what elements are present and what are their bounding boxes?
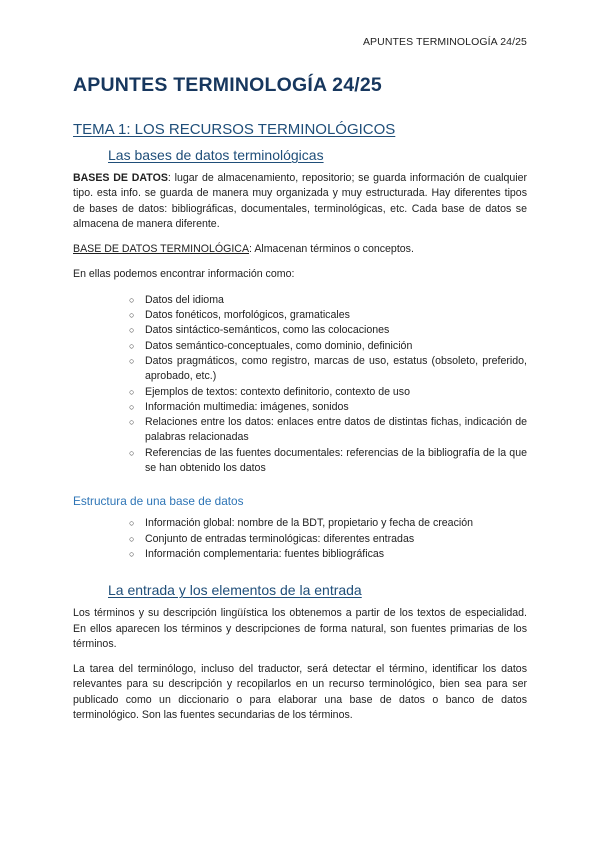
list-item: ○ Conjunto de entradas terminológicas: diferentes entradas [145,532,527,547]
document-title: APUNTES TERMINOLOGÍA 24/25 [73,74,382,96]
bold-term: BASES DE DATOS [73,172,168,184]
bullet-circle-icon: ○ [129,447,135,458]
paragraph-text: : lugar de almacenamiento, repositorio; se guarda información de cualquier tipo. esta info. se guarda de manera muy organizada y muy estructurada. Hay diferentes tipos de bases de datos: bibliográficas, documentales, terminológicas, etc. Cada base de datos se almacena de manera diferente. [73,172,528,230]
list-item: ○ Referencias de las fuentes documentales: referencias de la bibliografía de la que se han obtenido los datos [129,446,527,475]
bullet-circle-icon: ○ [129,401,135,412]
tema-heading: TEMA 1: LOS RECURSOS TERMINOLÓGICOS [73,121,396,138]
list-item: ○ Información global: nombre de la BDT, propietario y fecha de creación [145,516,527,531]
running-header: APUNTES TERMINOLOGÍA 24/25 [362,36,527,48]
paragraph-text: : Almacenan términos o conceptos. [249,243,414,256]
list-item: ○ Información multimedia: imágenes, sonidos [145,400,527,415]
bullet-circle-icon: ○ [129,325,135,336]
bullet-circle-icon: ○ [129,533,135,544]
structure-list [73,516,527,562]
list-item: ○ Datos sintáctico-semánticos, como las colocaciones [145,323,527,338]
bullet-circle-icon: ○ [129,310,135,321]
paragraph-tarea-terminologo: La tarea del terminólogo, incluso del traductor, será detectar el término, identificar los datos relevantes para su descripción y recopilarlos en un recurso terminológico, bien sea para ser publicado como un diccionario o para elaborar una base de datos o banco de datos terminológico. Son las fuentes secundarias de los términos. [73,663,527,722]
paragraph-bdt-definition [73,242,527,257]
list-item: ○ Datos fonéticos, morfológicos, gramaticales [145,308,527,323]
bullet-circle-icon: ○ [129,386,135,397]
section-heading-bases-de-datos: Las bases de datos terminológicas [108,147,324,163]
bullet-circle-icon: ○ [129,548,135,559]
page-content [73,74,527,723]
paragraph-bases-de-datos [73,171,527,232]
structure-heading: Estructura de una base de datos [73,494,244,509]
bullet-circle-icon: ○ [129,518,135,529]
bullet-circle-icon: ○ [129,417,135,428]
paragraph-terminos: Los términos y su descripción lingüística los obtenemos a partir de los textos de especialidad. En ellos aparecen los términos y descripciones de forma natural, son fuentes primarias de los términos. [73,607,527,650]
list-item: ○ Datos pragmáticos, como registro, marcas de uso, estatus (obsoleto, preferido, aprobado, etc.) [129,354,527,383]
list-item: ○ Relaciones entre los datos: enlaces entre datos de distintas fichas, indicación de palabras relacionadas [129,416,527,444]
list-item: ○ Datos semántico-conceptuales, como dominio, definición [145,339,527,354]
list-item: ○ Ejemplos de textos: contexto definitorio, contexto de uso [145,385,527,400]
section-heading-entrada: La entrada y los elementos de la entrada [108,582,362,599]
underlined-term: BASE DE DATOS TERMINOLÓGICA [73,243,250,256]
list-item: ○ Información complementaria: fuentes bibliográficas [145,547,527,562]
bullet-circle-icon: ○ [129,340,135,351]
bullet-circle-icon: ○ [129,294,135,305]
list-item: ○ Datos del idioma [145,293,527,308]
bullet-circle-icon: ○ [129,355,135,366]
paragraph-intro-list: En ellas podemos encontrar información como: [73,268,295,281]
info-list [73,293,527,477]
